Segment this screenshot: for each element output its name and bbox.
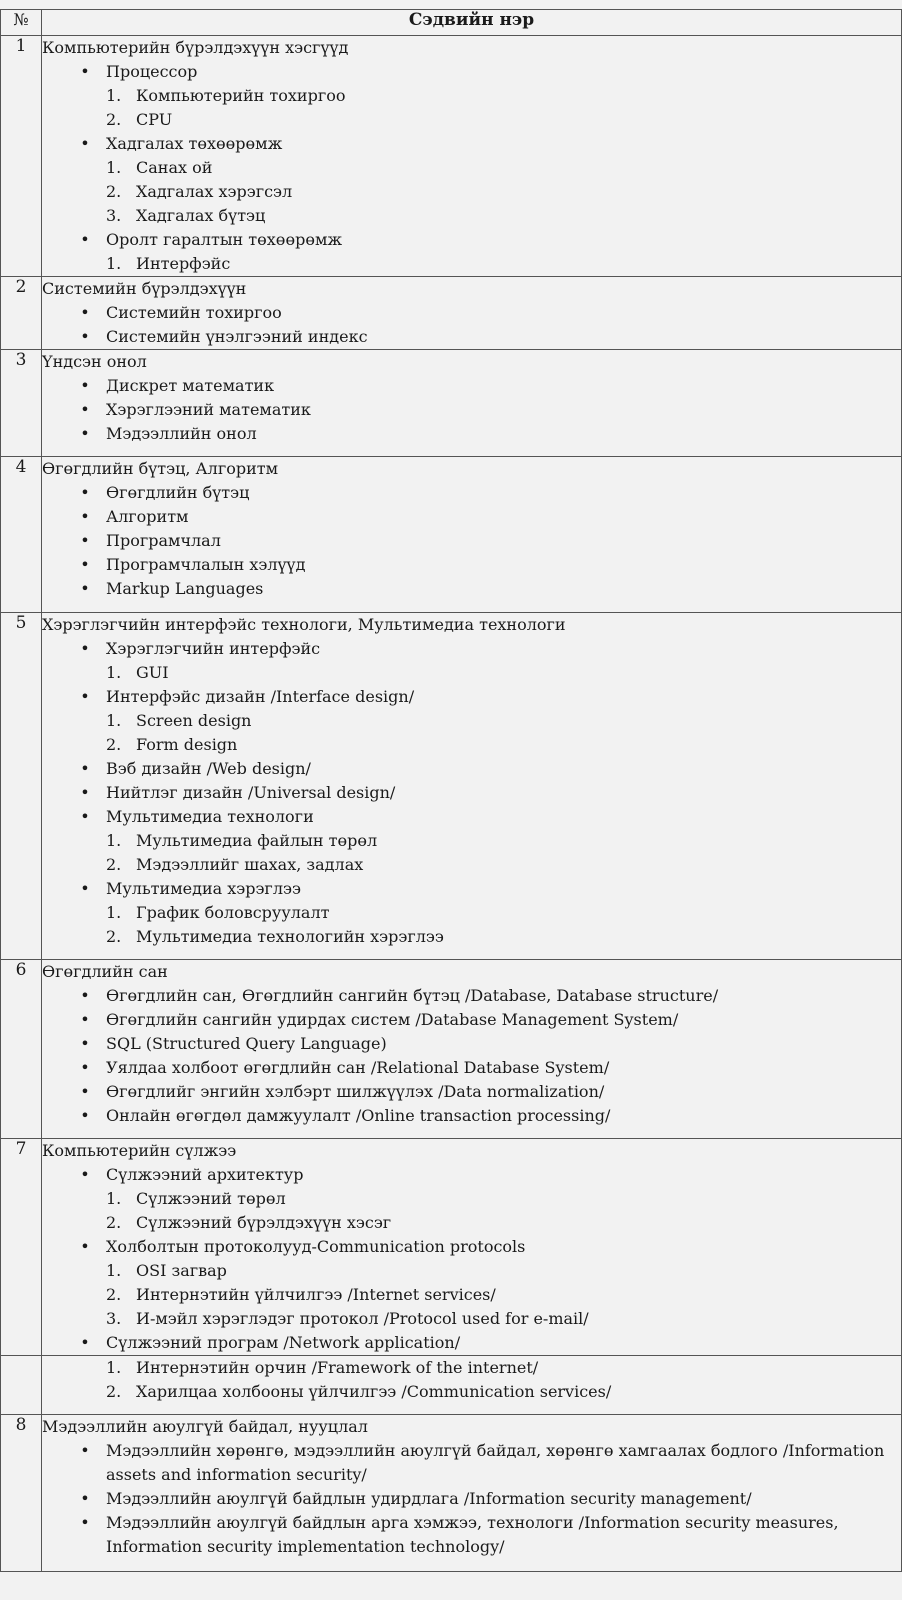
topic-title: Өгөгдлийн сан	[42, 962, 168, 981]
topic-title: Компьютерийн бүрэлдэхүүн хэсгүүд	[42, 38, 349, 57]
table-row-continuation	[1, 1356, 902, 1415]
bullet-item: • Мэдээллийн хөрөнгө, мэдээллийн аюулгүй байдал, хөрөнгө хамгаалах бодлого /Information assets and information security/	[80, 1441, 885, 1484]
bullet-item: • Өгөгдлийн бүтэц	[80, 483, 250, 502]
bullet-item: • Системийн үнэлгээний индекс	[80, 327, 368, 346]
bullet-item: • Холболтын протоколууд-Communication protocols	[80, 1237, 526, 1256]
bullet-item: • Дискрет математик	[80, 376, 275, 395]
bullet-item: • Нийтлэг дизайн /Universal design/	[80, 783, 396, 802]
topic-column-header: Сэдвийн нэр	[42, 10, 902, 36]
numbered-item: 1. Мультимедиа файлын төрөл	[106, 831, 378, 850]
bullet-item: • Процессор	[80, 62, 198, 81]
bullet-item: • Вэб дизайн /Web design/	[80, 759, 311, 778]
numbered-item: 1. График боловсруулалт	[106, 903, 330, 922]
table-row	[1, 613, 902, 960]
bullet-item: • Хэрэглээний математик	[80, 400, 311, 419]
numbered-item: 2. Form design	[106, 735, 238, 754]
bullet-item: • Сүлжээний програм /Network application/	[80, 1333, 461, 1352]
bullet-item: • Хэрэглэгчийн интерфэйс	[80, 639, 321, 658]
number-column-header: №	[1, 10, 42, 36]
numbered-item: 1. Компьютерийн тохиргоо	[106, 86, 346, 105]
table-header-row	[1, 10, 902, 36]
numbered-item: 1. GUI	[106, 663, 169, 682]
table-row	[1, 1415, 902, 1572]
bullet-item: • Мэдээллийн аюулгүй байдлын удирдлага /Information security management/	[80, 1489, 752, 1508]
bullet-item: • Уялдаа холбоот өгөгдлийн сан /Relational Database System/	[80, 1058, 610, 1077]
bullet-item: • Markup Languages	[80, 579, 264, 598]
numbered-item: 1. Интерфэйс	[106, 254, 231, 273]
numbered-item: 1. Интернэтийн орчин /Framework of the internet/	[106, 1358, 539, 1377]
row-number: 3	[1, 350, 42, 457]
table-row	[1, 350, 902, 457]
bullet-item: • Програмчлал	[80, 531, 221, 550]
topic-title: Мэдээллийн аюулгүй байдал, нууцлал	[42, 1417, 368, 1436]
bullet-item: • Сүлжээний архитектур	[80, 1165, 304, 1184]
topic-title: Хэрэглэгчийн интерфэйс технологи, Мультимедиа технологи	[42, 615, 566, 634]
numbered-item: 2. Хадгалах хэрэгсэл	[106, 182, 293, 201]
numbered-item: 1. Сүлжээний төрөл	[106, 1189, 286, 1208]
row-number: 4	[1, 457, 42, 613]
bullet-item: • Мультимедиа хэрэглээ	[80, 879, 301, 898]
numbered-item: 2. Мэдээллийг шахах, задлах	[106, 855, 364, 874]
numbered-item: 3. И-мэйл хэрэглэдэг протокол /Protocol used for e-mail/	[106, 1309, 589, 1328]
bullet-item: • Өгөгдлийн сан, Өгөгдлийн сангийн бүтэц /Database, Database structure/	[80, 986, 719, 1005]
table-row	[1, 36, 902, 277]
row-number-empty	[1, 1356, 42, 1415]
bullet-item: • Програмчлалын хэлүүд	[80, 555, 306, 574]
bullet-item: • Алгоритм	[80, 507, 189, 526]
row-number: 8	[1, 1415, 42, 1572]
row-content	[42, 457, 902, 613]
topic-title: Системийн бүрэлдэхүүн	[42, 279, 247, 298]
bullet-item: • Мультимедиа технологи	[80, 807, 314, 826]
row-content	[42, 960, 902, 1139]
bullet-item: • Системийн тохиргоо	[80, 303, 282, 322]
topic-title: Үндсэн онол	[42, 352, 147, 371]
bullet-item: • Өгөгдлийн сангийн удирдах систем /Database Management System/	[80, 1010, 679, 1029]
row-content	[42, 613, 902, 960]
row-number: 7	[1, 1139, 42, 1356]
numbered-item: 2. CPU	[106, 110, 173, 129]
table-row	[1, 277, 902, 350]
table-row	[1, 457, 902, 613]
bullet-item: • Мэдээллийн онол	[80, 424, 257, 443]
row-number: 5	[1, 613, 42, 960]
row-content	[42, 277, 902, 350]
topic-title: Өгөгдлийн бүтэц, Алгоритм	[42, 459, 279, 478]
syllabus-table	[0, 9, 902, 1572]
row-number: 1	[1, 36, 42, 277]
row-number: 2	[1, 277, 42, 350]
row-content	[42, 1415, 902, 1572]
row-content	[42, 1356, 902, 1415]
row-content	[42, 1139, 902, 1356]
bullet-item: • Оролт гаралтын төхөөрөмж	[80, 230, 343, 249]
numbered-item: 1. OSI загвар	[106, 1261, 227, 1280]
numbered-item: 2. Сүлжээний бүрэлдэхүүн хэсэг	[106, 1213, 392, 1232]
bullet-item: • Өгөгдлийг энгийн хэлбэрт шилжүүлэх /Data normalization/	[80, 1082, 605, 1101]
numbered-item: 3. Хадгалах бүтэц	[106, 206, 266, 225]
table-row	[1, 960, 902, 1139]
row-content	[42, 36, 902, 277]
numbered-item: 2. Мультимедиа технологийн хэрэглээ	[106, 927, 444, 946]
row-number: 6	[1, 960, 42, 1139]
bullet-item: • Интерфэйс дизайн /Interface design/	[80, 687, 415, 706]
row-content	[42, 350, 902, 457]
bullet-item: • Онлайн өгөгдөл дамжуулалт /Online transaction processing/	[80, 1106, 611, 1125]
topic-title: Компьютерийн сүлжээ	[42, 1141, 237, 1160]
bullet-item: • Мэдээллийн аюулгүй байдлын арга хэмжээ, технологи /Information security measures, Information security implementation technology/	[80, 1513, 839, 1556]
numbered-item: 1. Санах ой	[106, 158, 213, 177]
bullet-item: • SQL (Structured Query Language)	[80, 1034, 387, 1053]
numbered-item: 1. Screen design	[106, 711, 252, 730]
numbered-item: 2. Харилцаа холбооны үйлчилгээ /Communication services/	[106, 1382, 612, 1401]
table-row	[1, 1139, 902, 1356]
bullet-item: • Хадгалах төхөөрөмж	[80, 134, 283, 153]
numbered-item: 2. Интернэтийн үйлчилгээ /Internet services/	[106, 1285, 496, 1304]
